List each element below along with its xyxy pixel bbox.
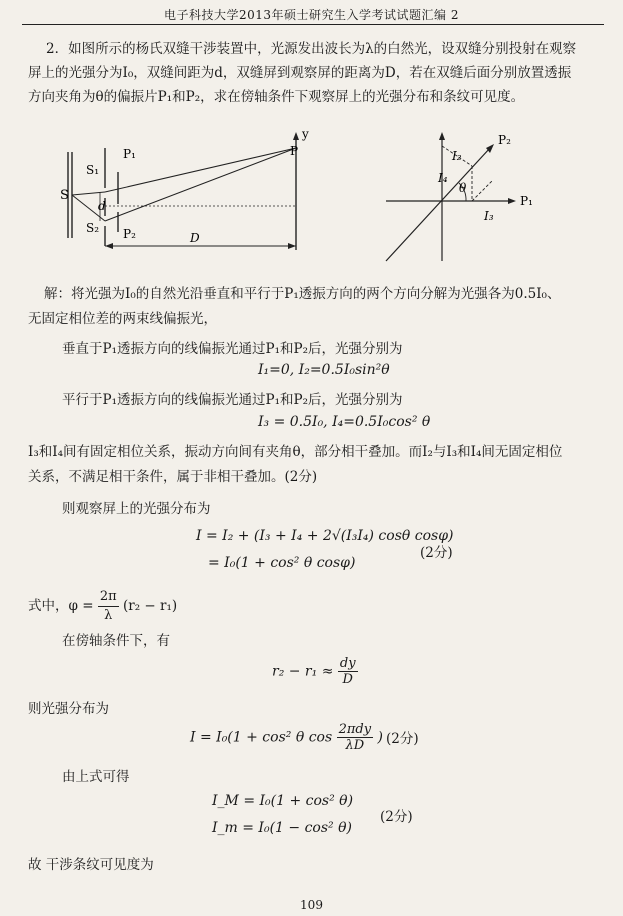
equation-6a: I_M = I₀(1 + cos² θ)	[212, 793, 354, 809]
points-marker-3: (2分)	[380, 809, 413, 825]
points-marker-1: (2分)	[420, 545, 453, 561]
label-S2: S₂	[86, 221, 100, 235]
equation-5	[190, 722, 383, 753]
solution-line-3: 垂直于P₁透振方向的线偏振光通过P₁和P₂后，光强分别为	[62, 341, 403, 357]
intensity-suffix: )	[377, 729, 384, 746]
label-D: D	[190, 231, 200, 245]
label-y: y	[302, 128, 309, 141]
solution-line-11: 由上式可得	[62, 769, 130, 785]
solution-line-9: 在傍轴条件下，有	[62, 633, 170, 649]
equation-3a: I = I₂ + (I₃ + I₄ + 2√(I₃I₄) cosθ cosφ)	[196, 528, 454, 544]
label-P2-polarizer: P₂	[123, 227, 136, 241]
solution-line-1: 解：将光强为I₀的自然光沿垂直和平行于P₁透振方向的两个方向分解为光强各为0.5I₀、	[44, 286, 561, 302]
path-difference-prefix: r₂ − r₁ ≈	[272, 663, 334, 680]
problem-line-1: 2．如图所示的杨氏双缝干涉装置中，光源发出波长为λ的白然光，设双缝分别投射在观察	[46, 41, 577, 57]
label-d: d	[98, 199, 106, 213]
equation-2: I₃ = 0.5I₀, I₄=0.5I₀cos² θ	[258, 414, 431, 430]
solution-line-4: 平行于P₁透振方向的线偏振光通过P₁和P₂后，光强分别为	[62, 392, 403, 408]
phi-fraction-numerator: 2π	[98, 588, 119, 607]
solution-line-7: 则观察屏上的光强分布为	[62, 501, 211, 517]
page-header: 电子科技大学2013年硕士研究生入学考试试题汇编 2	[164, 8, 459, 22]
equation-6b: I_m = I₀(1 − cos² θ)	[212, 820, 352, 836]
problem-line-3: 方向夹角为θ的偏振片P₁和P₂，求在傍轴条件下观察屏上的光强分布和条纹可见度。	[28, 89, 525, 105]
equation-1: I₁=0, I₂=0.5I₀sin²θ	[258, 362, 390, 378]
page-number: 109	[300, 898, 323, 912]
problem-line-2: 屏上的光强分为I₀，双缝间距为d，双缝屏到观察屏的距离为D，若在双缝后面分别放置透振	[28, 65, 572, 81]
intensity-prefix: I = I₀(1 + cos² θ cos	[190, 729, 333, 746]
intensity-fraction-numerator: 2πdy	[338, 722, 372, 737]
label-S: S	[60, 188, 69, 203]
label-S1: S₁	[86, 163, 100, 177]
header-rule	[22, 24, 604, 25]
solution-line-6: 关系，不满足相干条件，属于非相干叠加。(2分)	[28, 469, 318, 485]
equation-4	[272, 656, 358, 687]
points-marker-2: (2分)	[386, 731, 419, 747]
intensity-fraction	[337, 722, 373, 753]
phi-fraction	[98, 588, 119, 625]
phi-fraction-denominator: λ	[104, 608, 113, 623]
label-P1-polarizer: P₁	[123, 147, 136, 161]
intensity-fraction-denominator: λD	[345, 738, 365, 753]
label-P2-axis: P₂	[498, 133, 511, 147]
label-I3: I₃	[484, 209, 494, 223]
equation-3b: = I₀(1 + cos² θ cosφ)	[208, 555, 356, 571]
solution-line-2: 无固定相位差的两束线偏振光，	[28, 311, 217, 327]
label-I2: I₂	[452, 149, 462, 163]
solution-line-8	[28, 588, 177, 625]
solution-line-12: 故 干涉条纹可见度为	[28, 857, 154, 873]
path-fraction-numerator: dy	[339, 656, 356, 671]
solution-line-10: 则光强分布为	[28, 701, 109, 717]
phi-definition-suffix: (r₂ − r₁)	[122, 598, 178, 614]
label-P-point: P	[290, 144, 299, 158]
label-I4: I₄	[438, 171, 448, 185]
double-slit-figure	[40, 128, 330, 258]
phi-definition-prefix: 式中，φ =	[28, 598, 94, 614]
solution-line-5: I₃和I₄间有固定相位关系，振动方向间有夹角θ，部分相干叠加。而I₂与I₃和I₄间无固定相位	[28, 444, 563, 460]
label-P1-axis: P₁	[520, 194, 533, 208]
path-fraction-denominator: D	[342, 672, 353, 687]
path-difference-fraction	[338, 656, 358, 687]
label-theta: θ	[459, 181, 467, 195]
polarizer-vector-figure	[368, 126, 568, 266]
